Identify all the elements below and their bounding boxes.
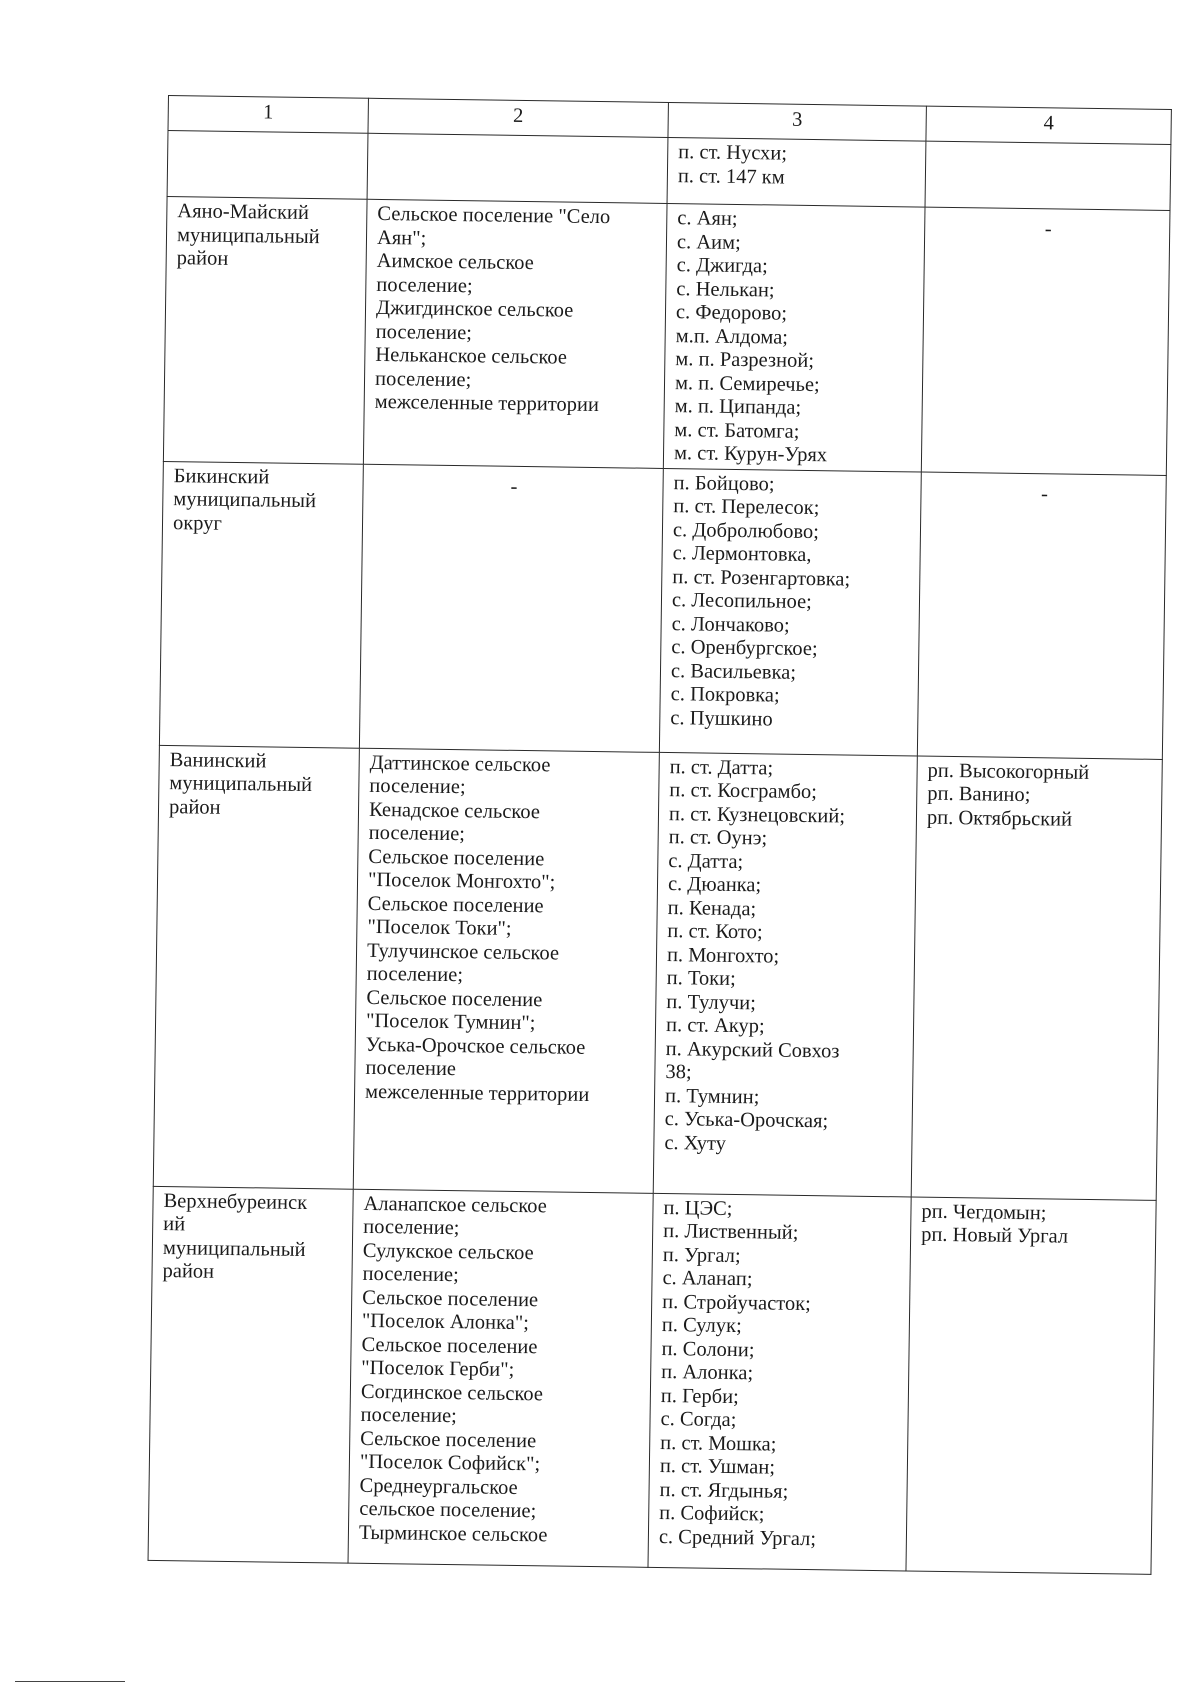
cell-line: Джигдинское сельское <box>375 296 574 322</box>
cell-line: с. Хуту <box>664 1131 727 1155</box>
cell-line: с. Оренбургское; <box>671 636 818 661</box>
cell-line: поселение; <box>363 1215 460 1240</box>
cell-line: п. ст. Кото; <box>667 920 763 944</box>
cell-line: Сулукское сельское <box>362 1239 534 1264</box>
cell-line: Ванинский <box>169 748 267 772</box>
cell-line: п. Монгохто; <box>666 943 780 968</box>
cell-line: с. Аланап; <box>662 1267 753 1291</box>
cell-line: муниципальный <box>169 772 313 797</box>
cell-line: п. ст. Косграмбо; <box>669 779 818 804</box>
cell-line: рп. Октябрьский <box>926 806 1073 831</box>
table-row <box>153 745 1162 1200</box>
cell-line: "Поселок Герби"; <box>361 1356 515 1381</box>
cell-line: п. ст. Ушман; <box>659 1455 776 1479</box>
cell-line: с. Нелькан; <box>676 277 775 301</box>
continuation-cell-2 <box>367 133 668 203</box>
cell-line: п. Лиственный; <box>663 1220 799 1244</box>
cell-line: с. Средний Ургал; <box>658 1525 817 1550</box>
cell-line: поселение; <box>369 774 466 799</box>
cell-line: 38; <box>665 1061 692 1084</box>
cell-line: поселение; <box>362 1262 459 1287</box>
cell-line: с. Федорово; <box>675 301 788 325</box>
cell-line: муниципальный <box>173 488 317 513</box>
urban-settlements-cell <box>911 756 1162 1200</box>
cell-line: п. Стройучасток; <box>662 1290 811 1315</box>
cell-line: п. ст. Мошка; <box>660 1431 777 1456</box>
cell-line: Аян"; <box>376 226 427 250</box>
cell-line: поселение; <box>375 320 473 344</box>
cell-line: поселение; <box>360 1403 457 1428</box>
cell-line: п. ст. Ягдынья; <box>659 1478 789 1503</box>
table-container <box>148 95 1172 1574</box>
continuation-cell-4 <box>925 141 1171 210</box>
cell-line: округ <box>172 511 223 535</box>
cell-line: "Поселок Тумнин"; <box>365 1009 536 1035</box>
table-row <box>148 1186 1156 1574</box>
rural-settlements-cell <box>348 1189 653 1567</box>
district-cell <box>148 1186 353 1563</box>
cell-line: п. ст. Розенгартовка; <box>672 565 851 591</box>
cell-line: Аяно-Майский <box>177 200 310 224</box>
cell-line: Уська-Орочское сельское <box>365 1033 586 1059</box>
cell-line: Тулучинское сельское <box>366 939 560 965</box>
cell-line: Кенадское сельское <box>368 798 541 823</box>
cell-line: рп. Ванино; <box>927 782 1031 807</box>
cell-line: Сельское поселение <box>368 845 545 870</box>
cell-line: с. Васильевка; <box>670 659 797 684</box>
cell-line: п. ЦЭС; <box>663 1196 733 1220</box>
cell-line: рп. Высокогорный <box>927 759 1090 784</box>
cell-line: поселение; <box>374 367 472 391</box>
cell-line: с. Лончаково; <box>671 612 790 637</box>
cell-line: с. Уська-Орочская; <box>664 1108 829 1133</box>
cell-line: п. Ургал; <box>662 1243 741 1267</box>
cell-line: поселение; <box>376 273 473 297</box>
cell-line: "Поселок Софийск"; <box>359 1450 541 1476</box>
cell-line: сельское поселение; <box>359 1497 537 1523</box>
cell-line: с. Аян; <box>677 207 738 230</box>
localities-cell <box>663 203 925 471</box>
cell-line: п. ст. Нусхи; <box>678 141 788 165</box>
cell-line: муниципальный <box>176 223 320 248</box>
localities-cell <box>648 1193 911 1571</box>
header-cell-4: 4 <box>926 106 1171 144</box>
cell-line: Даттинское сельское <box>369 751 551 776</box>
cell-line: ий <box>163 1213 186 1236</box>
cell-line: п. Солони; <box>661 1337 755 1361</box>
rural-settlements-cell <box>359 464 663 752</box>
header-cell-2: 2 <box>368 98 668 137</box>
cell-line: п. Сулук; <box>661 1314 742 1338</box>
cell-line: м. п. Семиречье; <box>674 371 820 396</box>
cell-line: межселенные территории <box>364 1080 590 1106</box>
cell-line: район <box>162 1260 215 1283</box>
cell-line: с. Датта; <box>668 849 744 873</box>
cell-line: Сельское поселение <box>360 1427 537 1452</box>
cell-line: рп. Новый Ургал <box>921 1223 1069 1248</box>
cell-line: п. ст. 147 км <box>677 164 785 189</box>
cell-line: с. Согда; <box>660 1408 737 1432</box>
cell-line: рп. Чегдомын; <box>921 1200 1047 1224</box>
cell-line: "Поселок Токи"; <box>367 915 512 940</box>
continuation-cell-3 <box>667 137 926 207</box>
cell-line: Бикинский <box>173 464 270 488</box>
cell-line: п. Акурский Совхоз <box>665 1037 840 1062</box>
cell-line: муниципальный <box>162 1236 306 1261</box>
cell-line: с. Аим; <box>676 230 741 254</box>
cell-line: район <box>168 795 221 819</box>
cell-line: Тырминское сельское <box>358 1521 548 1546</box>
cell-line: Согдинское сельское <box>360 1380 544 1405</box>
table-row <box>163 196 1170 474</box>
cell-line: п. ст. Кузнецовский; <box>668 802 846 828</box>
cell-line: п. ст. Датта; <box>669 755 774 780</box>
cell-line: п. Софийск; <box>659 1501 765 1526</box>
district-cell <box>159 461 363 748</box>
cell-line: с. Лесопильное; <box>671 589 812 614</box>
localities-cell <box>659 468 921 756</box>
cell-line: Сельское поселение <box>366 986 543 1011</box>
cell-line: район <box>176 247 229 270</box>
cell-line: поселение; <box>366 962 464 987</box>
cell-line: поселение <box>365 1056 457 1081</box>
urban-settlements-cell <box>917 472 1166 759</box>
cell-line: Аланапское сельское <box>363 1192 547 1217</box>
header-cell-1: 1 <box>168 96 368 134</box>
cell-line: "Поселок Алонка"; <box>361 1309 530 1335</box>
cell-line: поселение; <box>368 821 466 846</box>
cell-line: Сельское поселение <box>367 892 544 917</box>
cell-line: м.п. Алдома; <box>675 324 789 349</box>
cell-line: п. Кенада; <box>667 896 757 920</box>
cell-line: м. п. Разрезной; <box>675 348 815 373</box>
cell-line: Верхнебуреинск <box>163 1189 308 1214</box>
cell-line: п. Герби; <box>660 1384 740 1408</box>
cell-line: межселенные территории <box>374 390 600 417</box>
table-row <box>159 461 1166 759</box>
cell-line: м. ст. Батомга; <box>674 418 800 443</box>
cell-line: с. Джигда; <box>676 254 768 278</box>
cell-line: п. ст. Акур; <box>665 1014 765 1038</box>
cell-line: п. Тулучи; <box>666 990 757 1014</box>
district-cell <box>153 745 359 1189</box>
cell-line: - <box>510 475 518 498</box>
cell-line: - <box>1044 218 1052 241</box>
cell-line: - <box>1040 482 1049 505</box>
cell-line: п. Бойцово; <box>673 471 775 496</box>
cell-line: Сельское поселение <box>361 1333 538 1358</box>
cell-line: м. п. Ципанда; <box>674 395 802 419</box>
cell-line: Сельское поселение "Село <box>377 202 611 229</box>
cell-line: м. ст. Курун-Урях <box>673 442 828 467</box>
cell-line: "Поселок Монгохто"; <box>367 868 556 894</box>
cell-line: Среднеургальское <box>359 1474 518 1499</box>
cell-line: Нельканское сельское <box>375 343 568 369</box>
urban-settlements-cell <box>921 207 1170 475</box>
rural-settlements-cell <box>353 748 659 1193</box>
rural-settlements-cell <box>363 199 667 468</box>
cell-line: п. Тумнин; <box>664 1084 760 1108</box>
localities-cell <box>653 752 917 1197</box>
cell-line: с. Добролюбово; <box>672 518 820 543</box>
cell-line: п. ст. Перелесок; <box>673 495 820 520</box>
footnote-separator <box>15 1681 125 1682</box>
cell-line: п. Алонка; <box>661 1361 754 1385</box>
cell-line: Сельское поселение <box>362 1286 539 1311</box>
header-cell-3: 3 <box>668 102 926 141</box>
cell-line: Аимское сельское <box>376 249 534 275</box>
district-cell <box>163 196 367 463</box>
cell-line: п. ст. Оунэ; <box>668 826 768 850</box>
cell-line: с. Дюанка; <box>667 873 762 897</box>
cell-line: с. Пушкино <box>670 706 773 731</box>
settlements-table <box>148 95 1172 1574</box>
continuation-cell-1 <box>167 131 368 200</box>
cell-line: с. Покровка; <box>670 683 780 707</box>
cell-line: п. Токи; <box>666 967 736 991</box>
urban-settlements-cell <box>906 1196 1156 1573</box>
cell-line: с. Лермонтовка, <box>672 542 812 567</box>
